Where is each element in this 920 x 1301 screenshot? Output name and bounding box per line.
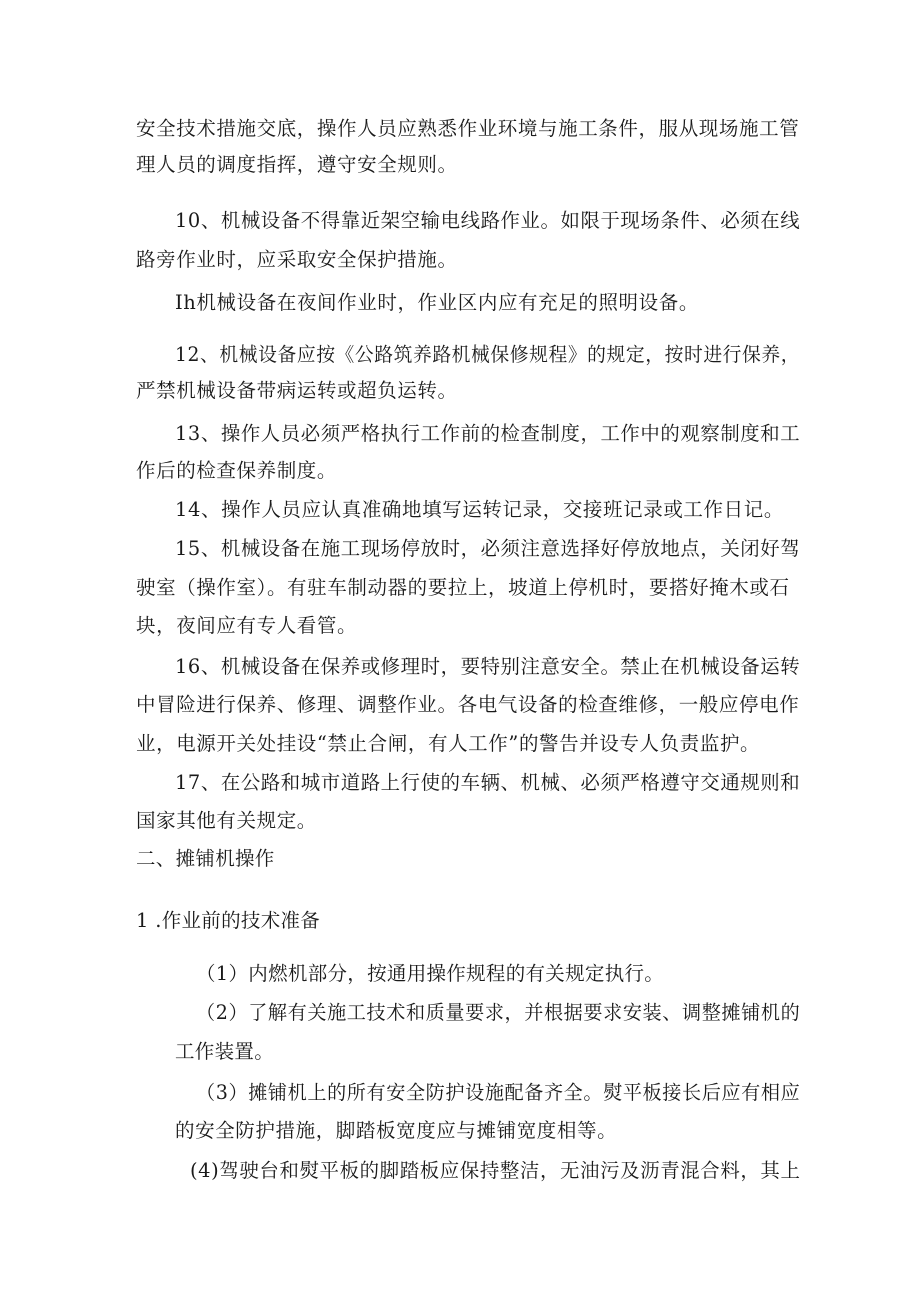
paragraph-line: 驶室（操作室）。有驻车制动器的要拉上，坡道上停机时，要搭好掩木或石 <box>136 576 790 599</box>
paragraph-line: Ih机械设备在夜间作业时，作业区内应有充足的照明设备。 <box>175 291 699 314</box>
list-item-line: （2）了解有关施工技术和质量要求，并根据要求安装、调整摊铺机的 <box>196 1001 801 1024</box>
paragraph-line: 国家其他有关规定。 <box>136 809 317 832</box>
section-heading: 二、摊铺机操作 <box>136 847 275 870</box>
paragraph-line: 安全技术措施交底，操作人员应熟悉作业环境与施工条件，服从现场施工管 <box>136 117 800 140</box>
list-item-line: (4)驾驶台和熨平板的脚踏板应保持整洁，无油污及沥青混合料，其上 <box>190 1159 801 1182</box>
list-item-line: （1）内燃机部分，按通用操作规程的有关规定执行。 <box>196 962 665 985</box>
paragraph-line: 业，电源开关处挂设“禁止合闸，有人工作”的警告并设专人负责监护。 <box>136 732 761 755</box>
list-item-line: 的安全防护措施，脚踏板宽度应与摊铺宽度相等。 <box>175 1119 618 1142</box>
paragraph-line: 路旁作业时，应采取安全保护措施。 <box>136 248 458 271</box>
paragraph-line: 10、机械设备不得靠近架空输电线路作业。如限于现场条件、必须在线 <box>175 209 801 232</box>
paragraph-line: 14、操作人员应认真准确地填写运转记录，交接班记录或工作日记。 <box>175 498 784 521</box>
list-item-line: （3）摊铺机上的所有安全防护设施配备齐全。熨平板接长后应有相应 <box>196 1081 801 1104</box>
paragraph-line: 16、机械设备在保养或修理时，要特别注意安全。禁止在机械设备运转 <box>175 655 801 678</box>
paragraph-line: 作后的检查保养制度。 <box>136 459 338 482</box>
subsection-heading: 1 .作业前的技术准备 <box>136 909 321 932</box>
list-item-line: 工作装置。 <box>175 1040 275 1063</box>
paragraph-line: 12、机械设备应按《公路筑养路机械保修规程》的规定，按时进行保养， <box>175 343 801 366</box>
paragraph-line: 块，夜间应有专人看管。 <box>136 614 358 637</box>
paragraph-line: 15、机械设备在施工现场停放时，必须注意选择好停放地点，关闭好驾 <box>175 537 801 560</box>
paragraph-line: 严禁机械设备带病运转或超负运转。 <box>136 379 458 402</box>
paragraph-line: 中冒险进行保养、修理、调整作业。各电气设备的检查维修，一般应停电作 <box>136 693 800 716</box>
paragraph-line: 17、在公路和城市道路上行使的车辆、机械、必须严格遵守交通规则和 <box>175 771 801 794</box>
paragraph-line: 理人员的调度指挥，遵守安全规则。 <box>136 153 458 176</box>
paragraph-line: 13、操作人员必须严格执行工作前的检查制度，工作中的观察制度和工 <box>175 422 801 445</box>
